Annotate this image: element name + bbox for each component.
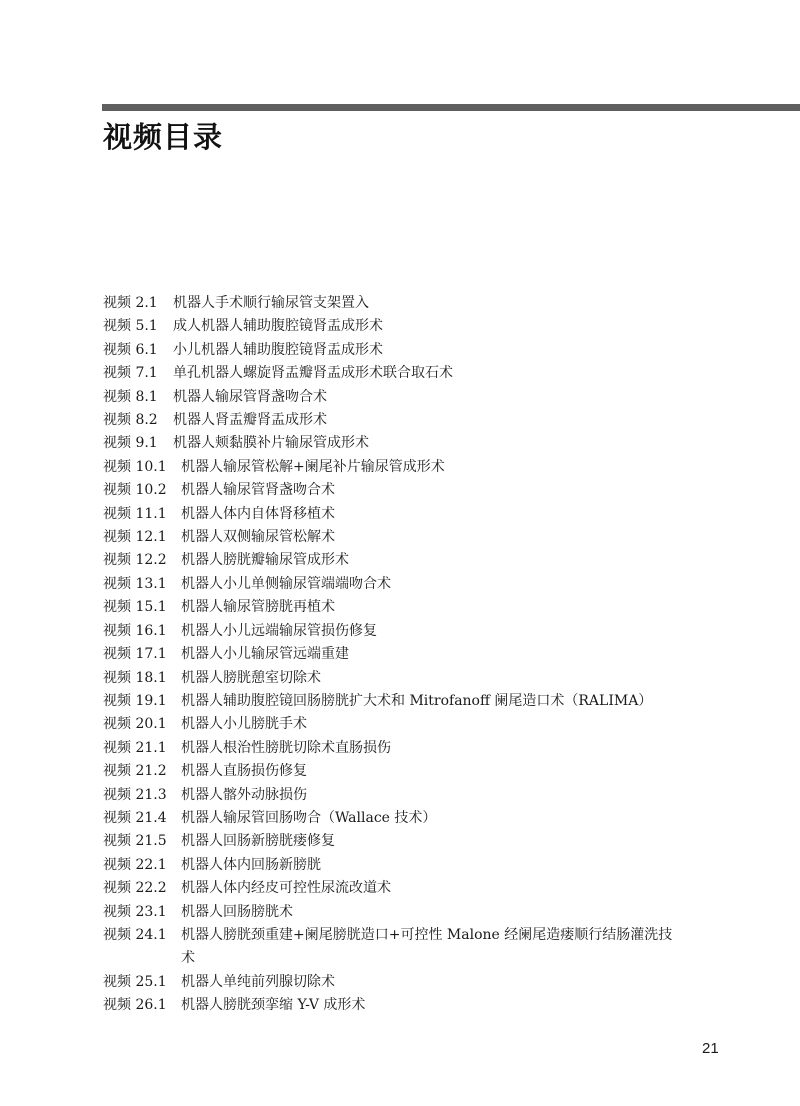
toc-entry-number: 视频 20.1 bbox=[103, 716, 167, 733]
toc-entry-number: 视频 16.1 bbox=[103, 622, 167, 639]
toc-entry-title: 机器人直肠损伤修复 bbox=[181, 763, 307, 780]
toc-entry bbox=[103, 292, 703, 315]
toc-entry bbox=[103, 737, 703, 760]
toc-entry-number: 视频 22.1 bbox=[103, 856, 167, 873]
toc-entry bbox=[103, 526, 703, 549]
toc-entry-number: 视频 9.1 bbox=[103, 435, 158, 452]
toc-entry bbox=[103, 573, 703, 596]
toc-entry-number: 视频 17.1 bbox=[103, 646, 167, 663]
toc-entry-title: 机器人输尿管膀胱再植术 bbox=[181, 599, 335, 616]
toc-entry-number: 视频 22.2 bbox=[103, 880, 167, 897]
toc-entry-title: 机器人输尿管松解+阑尾补片输尿管成形术 bbox=[181, 458, 445, 475]
toc-entry bbox=[103, 339, 703, 362]
toc-entry bbox=[103, 854, 703, 877]
toc-entry bbox=[103, 877, 703, 900]
toc-entry-number: 视频 12.2 bbox=[103, 552, 167, 569]
header-rule bbox=[102, 104, 800, 111]
toc-entry-number: 视频 26.1 bbox=[103, 997, 167, 1014]
toc-entry bbox=[103, 971, 703, 994]
toc-entry-title: 机器人肾盂瓣肾盂成形术 bbox=[173, 412, 327, 429]
toc-entry-title: 单孔机器人螺旋肾盂瓣肾盂成形术联合取石术 bbox=[173, 365, 453, 382]
toc-entry-title: 机器人小儿膀胱手术 bbox=[181, 716, 307, 733]
toc-entry-title: 机器人单纯前列腺切除术 bbox=[181, 973, 335, 990]
toc-entry-title: 机器人小儿远端输尿管损伤修复 bbox=[181, 622, 377, 639]
toc-entry-number: 视频 7.1 bbox=[103, 365, 158, 382]
toc-entry bbox=[103, 456, 703, 479]
toc-entry bbox=[103, 690, 703, 713]
toc-entry-title: 机器人体内经皮可控性尿流改道术 bbox=[181, 880, 391, 897]
toc-entry-title: 机器人膀胱颈重建+阑尾膀胱造口+可控性 Malone 经阑尾造瘘顺行结肠灌洗技术 bbox=[181, 926, 673, 967]
toc-entry bbox=[103, 643, 703, 666]
toc-entry bbox=[103, 479, 703, 502]
toc-entry-number: 视频 21.3 bbox=[103, 786, 167, 803]
page-title: 视频目录 bbox=[103, 120, 224, 154]
toc-entry-number: 视频 21.5 bbox=[103, 833, 167, 850]
toc-entry-number: 视频 21.2 bbox=[103, 763, 167, 780]
toc-entry-number: 视频 21.1 bbox=[103, 739, 167, 756]
toc-entry-title: 机器人小儿输尿管远端重建 bbox=[181, 646, 349, 663]
toc-entry bbox=[103, 901, 703, 924]
toc-entry-number: 视频 13.1 bbox=[103, 575, 167, 592]
toc-entry-number: 视频 10.1 bbox=[103, 458, 167, 475]
toc-entry bbox=[103, 596, 703, 619]
toc-entry bbox=[103, 549, 703, 572]
toc-entry bbox=[103, 503, 703, 526]
toc-entry bbox=[103, 994, 703, 1017]
toc-entry-title: 机器人小儿单侧输尿管端端吻合术 bbox=[181, 575, 391, 592]
toc-entry bbox=[103, 409, 703, 432]
toc-entry-title: 机器人输尿管肾盏吻合术 bbox=[181, 482, 335, 499]
toc-entry-title: 机器人输尿管回肠吻合（Wallace 技术） bbox=[181, 809, 437, 826]
toc-entry-number: 视频 8.2 bbox=[103, 412, 158, 429]
toc-entry-title: 机器人回肠膀胱术 bbox=[181, 903, 293, 920]
toc-entry-title: 机器人手术顺行输尿管支架置入 bbox=[173, 295, 369, 311]
toc-entry-number: 视频 19.1 bbox=[103, 692, 167, 709]
toc-entry-title: 机器人颊黏膜补片输尿管成形术 bbox=[173, 435, 369, 452]
toc-entry-number: 视频 24.1 bbox=[103, 926, 167, 943]
toc-entry-number: 视频 11.1 bbox=[103, 505, 167, 522]
toc-entry bbox=[103, 667, 703, 690]
toc-entry bbox=[103, 760, 703, 783]
toc-entry bbox=[103, 362, 703, 385]
toc-entry bbox=[103, 807, 703, 830]
toc-entry bbox=[103, 713, 703, 736]
toc-entry-title: 机器人体内自体肾移植术 bbox=[181, 505, 335, 522]
toc-entry-title: 机器人辅助腹腔镜回肠膀胱扩大术和 Mitrofanoff 阑尾造口术（RALIMA） bbox=[181, 692, 653, 709]
toc-entry-title: 机器人膀胱瓣输尿管成形术 bbox=[181, 552, 349, 569]
toc-entry-number: 视频 10.2 bbox=[103, 482, 167, 499]
toc-entry bbox=[103, 432, 703, 455]
toc-entry-number: 视频 8.1 bbox=[103, 388, 158, 405]
toc-entry-title: 机器人根治性膀胱切除术直肠损伤 bbox=[181, 739, 391, 756]
page-number: 21 bbox=[702, 1040, 719, 1057]
toc-entry-number: 视频 2.1 bbox=[103, 295, 158, 311]
toc-entry-title: 成人机器人辅助腹腔镜肾盂成形术 bbox=[173, 318, 383, 335]
toc-entry bbox=[103, 386, 703, 409]
toc-entry-number: 视频 15.1 bbox=[103, 599, 167, 616]
toc-entry-title: 机器人输尿管肾盏吻合术 bbox=[173, 388, 327, 405]
toc-entry-title: 机器人体内回肠新膀胱 bbox=[181, 856, 321, 873]
toc-entry-title: 机器人髂外动脉损伤 bbox=[181, 786, 307, 803]
toc-entry-number: 视频 18.1 bbox=[103, 669, 167, 686]
toc-entry-number: 视频 5.1 bbox=[103, 318, 158, 335]
toc-entry-number: 视频 25.1 bbox=[103, 973, 167, 990]
toc-entry-title: 机器人回肠新膀胱瘘修复 bbox=[181, 833, 335, 850]
video-toc-list bbox=[103, 292, 703, 1018]
toc-entry-title: 机器人双侧输尿管松解术 bbox=[181, 529, 335, 546]
toc-entry-title: 小儿机器人辅助腹腔镜肾盂成形术 bbox=[173, 341, 383, 358]
toc-entry bbox=[103, 315, 703, 338]
toc-entry bbox=[103, 924, 703, 971]
toc-entry bbox=[103, 784, 703, 807]
toc-entry-number: 视频 21.4 bbox=[103, 809, 167, 826]
toc-entry-number: 视频 6.1 bbox=[103, 341, 158, 358]
toc-entry-title: 机器人膀胱颈挛缩 Y-V 成形术 bbox=[181, 997, 366, 1014]
toc-entry bbox=[103, 620, 703, 643]
toc-entry-title: 机器人膀胱憩室切除术 bbox=[181, 669, 321, 686]
toc-entry-number: 视频 23.1 bbox=[103, 903, 167, 920]
toc-entry bbox=[103, 830, 703, 853]
toc-entry-number: 视频 12.1 bbox=[103, 529, 167, 546]
